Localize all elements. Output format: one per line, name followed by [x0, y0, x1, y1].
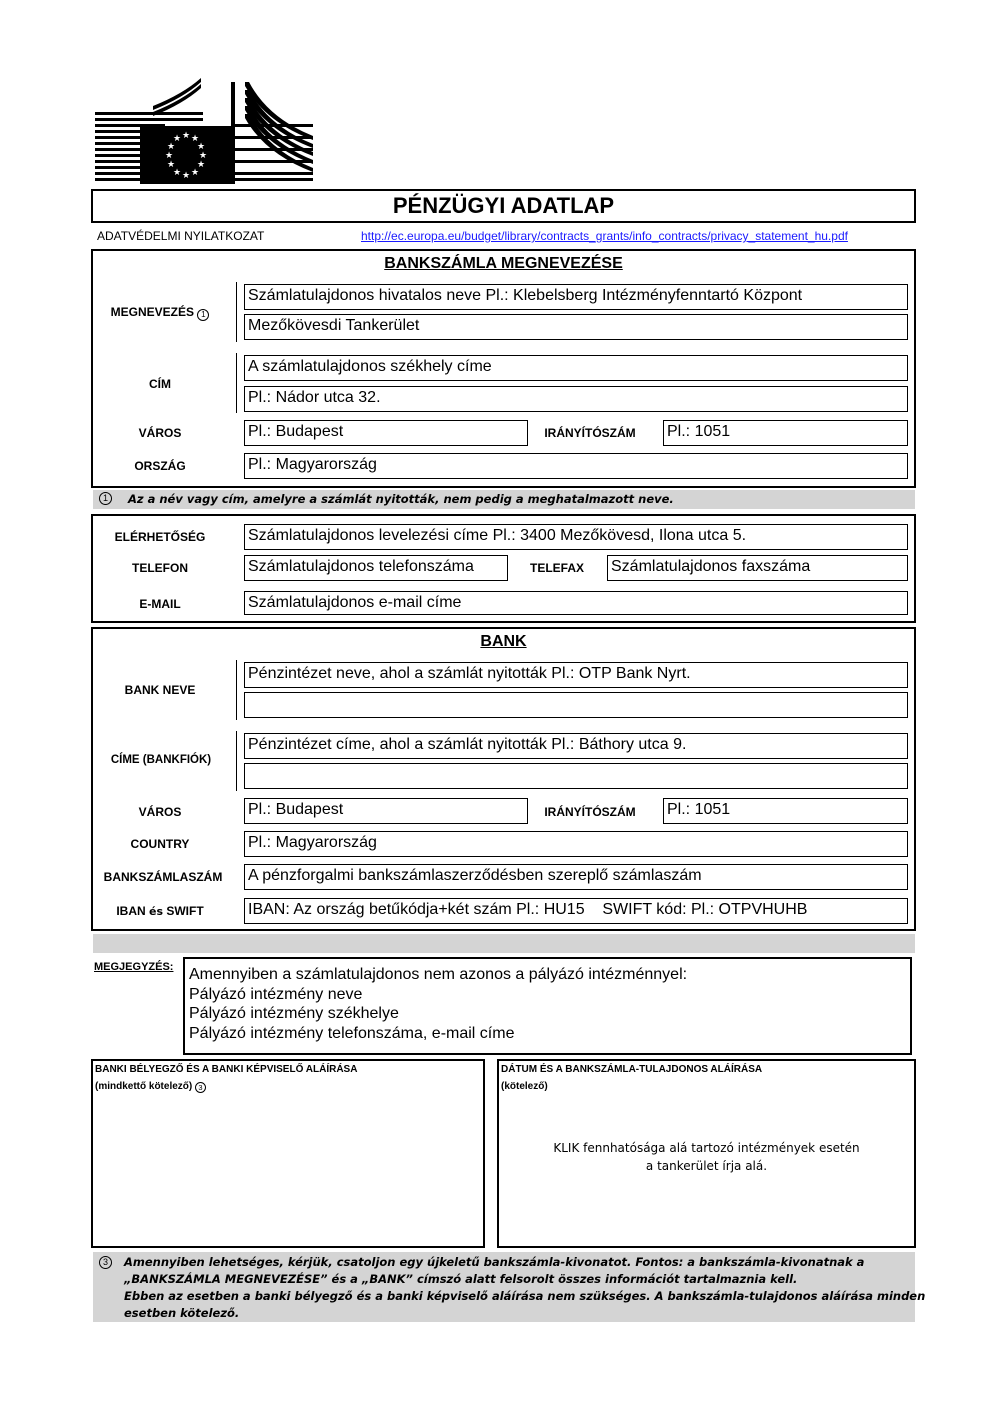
bank-name-label: BANK NEVE: [124, 683, 196, 697]
address-bracket: [236, 353, 237, 413]
bank-signature-box[interactable]: [91, 1059, 485, 1248]
page-title: PÉNZÜGYI ADATLAP: [392, 193, 615, 218]
iban-swift-field[interactable]: IBAN: Az ország betűkódja+két szám Pl.: HU15 SWIFT kód: Pl.: OTPVHUHB: [244, 898, 908, 924]
contact-email-field[interactable]: Számlatulajdonos e-mail címe: [244, 591, 908, 615]
holder-signature-box[interactable]: [497, 1059, 916, 1248]
remarks-box[interactable]: [183, 957, 912, 1055]
fax-label: TELEFAX: [529, 561, 584, 575]
footnote-3-marker-icon: 3: [99, 1256, 112, 1269]
account-address-field-2[interactable]: Pl.: Nádor utca 32.: [244, 386, 908, 412]
svg-text:★: ★: [181, 171, 191, 181]
footnote-1-marker-icon: 1: [99, 492, 112, 505]
footnote-1-bar: [93, 490, 915, 509]
svg-text:★: ★: [166, 160, 176, 170]
svg-text:★: ★: [181, 131, 191, 141]
bank-signature-title: BANKI BÉLYEGZŐ ÉS A BANKI KÉPVISELŐ ALÁÍRÁSA: [95, 1064, 358, 1075]
bank-name-bracket: [236, 660, 237, 720]
bank-zip-field[interactable]: Pl.: 1051: [663, 798, 908, 824]
remarks-line: Pályázó intézmény székhelye: [189, 1005, 399, 1022]
svg-text:★: ★: [166, 142, 176, 152]
bank-country-label: COUNTRY: [130, 837, 190, 851]
email-label: E-MAIL: [139, 597, 181, 611]
footnote-3-icon: 3: [195, 1082, 206, 1093]
city-label: VÁROS: [138, 426, 182, 440]
remarks-line: Pályázó intézmény telefonszáma, e-mail címe: [189, 1024, 515, 1042]
privacy-label: ADATVÉDELMI NYILATKOZAT: [97, 229, 265, 243]
account-name-field-1[interactable]: Számlatulajdonos hivatalos neve Pl.: Klebelsberg Intézményfenntartó Központ: [244, 284, 908, 310]
zip-label: IRÁNYÍTÓSZÁM: [544, 426, 636, 440]
bank-name-field-1[interactable]: Pénzintézet neve, ahol a számlát nyitották Pl.: OTP Bank Nyrt.: [244, 662, 908, 688]
contact-address-field[interactable]: Számlatulajdonos levelezési címe Pl.: 3400 Mezőkövesd, Ilona utca 5.: [244, 524, 908, 550]
european-commission-logo: [93, 78, 315, 186]
footnote-1-text: Az a név vagy cím, amelyre a számlát nyitották, nem pedig a meghatalmazott neve.: [128, 492, 674, 506]
phone-label: TELEFON: [132, 561, 188, 575]
account-city-field[interactable]: Pl.: Budapest: [244, 420, 528, 446]
remarks-label: MEGJEGYZÉS:: [94, 961, 174, 973]
account-zip-field[interactable]: Pl.: 1051: [663, 420, 908, 446]
bank-address-label: CÍME (BANKFIÓK): [110, 754, 212, 766]
remarks-line: Pályázó intézmény neve: [189, 985, 363, 1003]
privacy-statement-link[interactable]: http://ec.europa.eu/budget/library/contracts_grants/info_contracts/privacy_statement_hu.pdf: [361, 229, 848, 243]
remarks-line: Amennyiben a számlatulajdonos nem azonos a pályázó intézménnyel:: [189, 966, 688, 983]
separator-bar: [93, 934, 915, 953]
bank-zip-label: IRÁNYÍTÓSZÁM: [544, 805, 636, 819]
bank-name-field-2[interactable]: [244, 692, 908, 718]
title-box: [91, 189, 916, 223]
bank-address-field-1[interactable]: Pénzintézet címe, ahol a számlát nyitották Pl.: Báthory utca 9.: [244, 733, 908, 759]
holder-signature-note: KLIK fennhatósága alá tartozó intézmények esetén a tankerület írja alá.: [553, 1141, 860, 1173]
account-number-label: BANKSZÁMLASZÁM: [103, 870, 223, 884]
svg-text:★: ★: [172, 134, 182, 144]
svg-text:★: ★: [196, 142, 206, 152]
address-label: CÍM: [149, 377, 171, 391]
name-bracket: [236, 282, 237, 342]
bank-address-bracket: [236, 731, 237, 791]
country-label: ORSZÁG: [134, 459, 186, 473]
svg-text:★: ★: [196, 160, 206, 170]
bank-section-title: BANK: [480, 633, 527, 650]
account-number-field[interactable]: A pénzforgalmi bankszámlaszerződésben szereplő számlaszám: [244, 864, 908, 890]
account-country-field[interactable]: Pl.: Magyarország: [244, 453, 908, 479]
footnote-3-bar: [93, 1252, 926, 1322]
footnote-3-text: Amennyiben lehetséges, kérjük, csatoljon egy újkeletű bankszámla-kivonatot. Fontos: a bankszámla-kivonatnak a „BANKSZÁMLA MEGNEVEZÉSE” és a „BANK” címszó alatt felsorolt összes információt tartalmaznia kell. Ebben az esetben a banki bélyegző és a banki képviselő aláírása nem szükséges. A bankszámla-tulajdonos aláírása minden esetben kötelező.: [124, 1255, 926, 1320]
holder-signature-subtitle: (kötelező): [501, 1081, 548, 1092]
bank-country-field[interactable]: Pl.: Magyarország: [244, 831, 908, 857]
reach-label: ELÉRHETŐSÉG: [114, 530, 206, 544]
contact-fax-field[interactable]: Számlatulajdonos faxszáma: [607, 555, 908, 581]
account-address-field-1[interactable]: A számlatulajdonos székhely címe: [244, 355, 908, 381]
bank-address-field-2[interactable]: [244, 763, 908, 789]
iban-swift-label: IBAN és SWIFT: [116, 904, 204, 918]
name-label: MEGNEVEZÉS 1: [96, 305, 224, 321]
svg-text:★: ★: [164, 151, 174, 161]
svg-text:★: ★: [190, 134, 200, 144]
account-section-title: BANKSZÁMLA MEGNEVEZÉSE: [384, 255, 623, 272]
svg-text:★: ★: [172, 168, 182, 178]
svg-text:★: ★: [198, 151, 208, 161]
bank-signature-subtitle: (mindkettő kötelező) 3: [95, 1081, 206, 1093]
contact-phone-field[interactable]: Számlatulajdonos telefonszáma: [244, 555, 508, 581]
bank-city-field[interactable]: Pl.: Budapest: [244, 798, 528, 824]
holder-signature-title: DÁTUM ÉS A BANKSZÁMLA-TULAJDONOS ALÁÍRÁSA: [501, 1064, 763, 1075]
svg-text:★: ★: [190, 168, 200, 178]
bank-city-label: VÁROS: [138, 805, 182, 819]
account-name-field-2[interactable]: Mezőkövesdi Tankerület: [244, 314, 908, 340]
footnote-1-icon: 1: [197, 309, 209, 321]
